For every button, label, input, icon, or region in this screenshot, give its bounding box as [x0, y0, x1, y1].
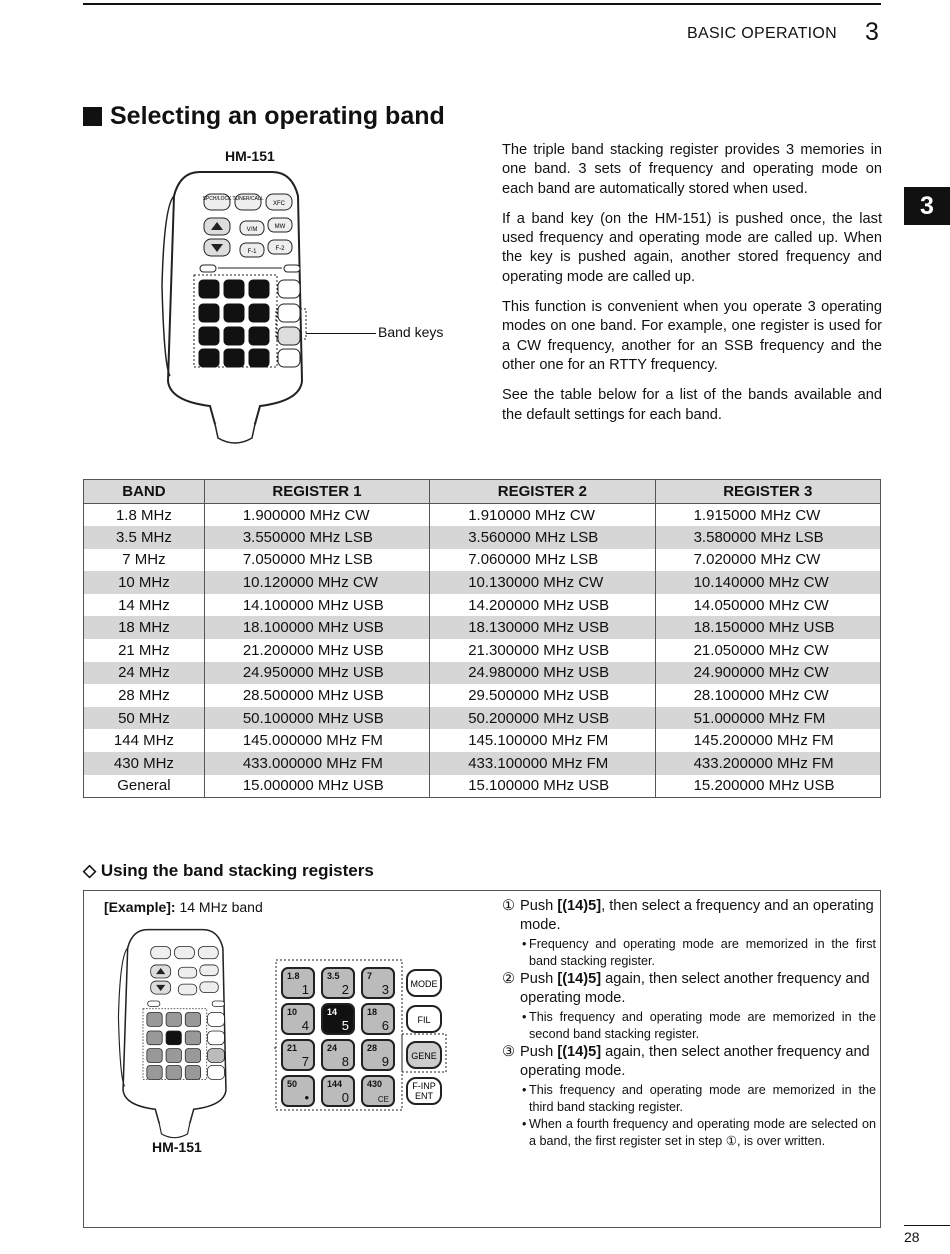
key-band-label: 21	[287, 1043, 298, 1053]
register-cell: 10.120000 MHz CW	[204, 571, 429, 594]
table-row	[84, 729, 881, 752]
key-band-label: 1.8	[287, 971, 300, 981]
register-cell: 29.500000 MHz USB	[430, 684, 655, 707]
step-number: ①	[502, 898, 516, 914]
register-cell: 14.100000 MHz USB	[204, 594, 429, 617]
step-number: ②	[502, 971, 516, 987]
band-cell: 144 MHz	[84, 729, 205, 752]
register-cell: 7.060000 MHz LSB	[430, 549, 655, 572]
register-cell: 15.000000 MHz USB	[204, 775, 429, 798]
register-cell: 10.130000 MHz CW	[430, 571, 655, 594]
register-cell: 18.130000 MHz USB	[430, 616, 655, 639]
table-row	[84, 594, 881, 617]
band-cell: 24 MHz	[84, 662, 205, 685]
table-row	[84, 775, 881, 798]
key-number: 7	[301, 1054, 309, 1069]
band-cell: 3.5 MHz	[84, 526, 205, 549]
chapter-tab: 3	[904, 187, 950, 225]
key-number: 4	[301, 1018, 309, 1033]
mic-label: HM-151	[225, 148, 275, 164]
register-cell: 1.915000 MHz CW	[655, 504, 880, 527]
key-label: MODE	[410, 979, 438, 989]
band-cell: 14 MHz	[84, 594, 205, 617]
page-number: 28	[904, 1229, 920, 1245]
step-bullet: • Frequency and operating mode are memorized in the first band stacking register.	[502, 936, 876, 970]
example-label	[104, 899, 263, 915]
key-band-label: 50	[287, 1079, 298, 1089]
register-cell: 433.100000 MHz FM	[430, 752, 655, 775]
key-band-label: 10	[287, 1007, 298, 1017]
register-cell: 433.200000 MHz FM	[655, 752, 880, 775]
key-band-label: 14	[327, 1007, 338, 1017]
keypad-enlarged	[274, 958, 449, 1113]
subsection-title	[83, 861, 374, 881]
band-cell: 18 MHz	[84, 616, 205, 639]
register-cell: 24.900000 MHz CW	[655, 662, 880, 685]
key-f1: F-1	[247, 249, 257, 255]
key-number: 1	[301, 982, 309, 997]
register-cell: 15.100000 MHz USB	[430, 775, 655, 798]
register-cell: 3.560000 MHz LSB	[430, 526, 655, 549]
key-spch-lock: SPCH/LOCK	[202, 196, 232, 202]
key-number: •	[304, 1090, 309, 1105]
key-number: 8	[341, 1054, 349, 1069]
intro-paragraph: The triple band stacking register provides 3 memories in one band. 3 sets of frequency and operating mode on each band are automatically stored when used.	[502, 142, 882, 197]
page-number-rule	[904, 1225, 950, 1226]
register-cell: 145.100000 MHz FM	[430, 729, 655, 752]
table-header: REGISTER 3	[655, 480, 880, 504]
band-table	[83, 479, 881, 798]
register-cell: 145.000000 MHz FM	[204, 729, 429, 752]
example-label-key: [Example]:	[104, 899, 176, 915]
register-cell: 3.580000 MHz LSB	[655, 526, 880, 549]
register-cell: 433.000000 MHz FM	[204, 752, 429, 775]
steps-list	[502, 897, 876, 1150]
step-bullet: • This frequency and operating mode are memorized in the third band stacking register.	[502, 1082, 876, 1116]
register-cell: 10.140000 MHz CW	[655, 571, 880, 594]
running-header: BASIC OPERATION	[687, 25, 838, 42]
table-body	[84, 504, 881, 798]
key-vm: V/M	[246, 227, 258, 233]
key-label: F-INP	[412, 1081, 436, 1091]
step-1	[502, 897, 876, 935]
chapter-number: 3	[865, 18, 879, 46]
step-text: Push	[520, 1044, 558, 1060]
intro-text	[502, 141, 882, 436]
section-title	[83, 102, 445, 131]
band-cell: 21 MHz	[84, 639, 205, 662]
key-band-label: 430	[367, 1079, 383, 1089]
register-cell: 21.200000 MHz USB	[204, 639, 429, 662]
microphone-illustration	[160, 166, 310, 446]
key-mw: MW	[274, 224, 286, 230]
register-cell: 14.200000 MHz USB	[430, 594, 655, 617]
key-number: 5	[341, 1018, 349, 1033]
band-cell: 10 MHz	[84, 571, 205, 594]
microphone-illustration-small	[112, 925, 237, 1140]
band-cell: 7 MHz	[84, 549, 205, 572]
table-row	[84, 571, 881, 594]
step-key: [(14)5]	[557, 971, 602, 987]
table-row	[84, 707, 881, 730]
square-bullet-icon	[83, 107, 102, 126]
diamond-icon: ◇	[83, 861, 97, 880]
subsection-title-text: Using the band stacking registers	[100, 861, 374, 880]
register-cell: 50.200000 MHz USB	[430, 707, 655, 730]
key-xfc: XFC	[273, 201, 285, 207]
table-header: REGISTER 2	[430, 480, 655, 504]
example-label-text: 14 MHz band	[179, 899, 263, 915]
table-row	[84, 662, 881, 685]
table-row	[84, 504, 881, 527]
key-number: 9	[381, 1054, 389, 1069]
intro-paragraph: If a band key (on the HM-151) is pushed once, the last used frequency and operating mode are called up. When the key is pushed again, another stored frequency and operating mode are called up.	[502, 210, 882, 285]
step-text: Push	[520, 898, 558, 914]
register-cell: 145.200000 MHz FM	[655, 729, 880, 752]
key-band-label: 24	[327, 1043, 338, 1053]
table-header: BAND	[84, 480, 205, 504]
intro-paragraph: This function is convenient when you operate 3 operating modes on one band. For example, one register is used for a CW frequency, another for an SSB frequency and the other one for an RTTY frequency.	[502, 299, 882, 373]
step-key: [(14)5]	[557, 898, 602, 914]
step-number: ③	[502, 1044, 516, 1060]
table-row	[84, 549, 881, 572]
register-cell: 3.550000 MHz LSB	[204, 526, 429, 549]
register-cell: 28.500000 MHz USB	[204, 684, 429, 707]
register-cell: 24.980000 MHz USB	[430, 662, 655, 685]
table-row	[84, 639, 881, 662]
step-text: again, then select another frequency and operating mode.	[520, 971, 870, 1006]
table-row	[84, 616, 881, 639]
key-tuner-call: TUNER/CALL	[232, 196, 264, 202]
step-bullet: • When a fourth frequency and operating mode are selected on a band, the first register set in step ①, is over written.	[502, 1116, 876, 1150]
key-band-label: 3.5	[327, 971, 340, 981]
register-cell: 7.020000 MHz CW	[655, 549, 880, 572]
band-cell: 50 MHz	[84, 707, 205, 730]
step-2	[502, 970, 876, 1008]
key-f2: F-2	[275, 246, 285, 252]
key-number: CE	[377, 1095, 389, 1104]
register-cell: 21.050000 MHz CW	[655, 639, 880, 662]
register-cell: 1.900000 MHz CW	[204, 504, 429, 527]
register-cell: 28.100000 MHz CW	[655, 684, 880, 707]
band-cell: 430 MHz	[84, 752, 205, 775]
step-text: , then select a frequency and an operating mode.	[520, 898, 874, 933]
key-number: 6	[381, 1018, 389, 1033]
register-cell: 15.200000 MHz USB	[655, 775, 880, 798]
table-header-row	[84, 480, 881, 504]
key-label: ENT	[415, 1091, 433, 1101]
table-row	[84, 526, 881, 549]
register-cell: 7.050000 MHz LSB	[204, 549, 429, 572]
table-header: REGISTER 1	[204, 480, 429, 504]
register-cell: 50.100000 MHz USB	[204, 707, 429, 730]
step-key: [(14)5]	[557, 1044, 602, 1060]
register-cell: 18.100000 MHz USB	[204, 616, 429, 639]
band-cell: 1.8 MHz	[84, 504, 205, 527]
key-band-label: 18	[367, 1007, 378, 1017]
key-number: 0	[341, 1090, 349, 1105]
band-keys-leader-line	[306, 333, 376, 334]
band-cell: General	[84, 775, 205, 798]
top-rule	[83, 3, 881, 5]
intro-paragraph: See the table below for a list of the bands available and the default settings for each band.	[502, 387, 882, 423]
key-number: 2	[341, 982, 349, 997]
register-cell: 24.950000 MHz USB	[204, 662, 429, 685]
key-band-label: 7	[367, 971, 373, 981]
key-band-label: 144	[327, 1079, 343, 1089]
key-band-label: 28	[367, 1043, 378, 1053]
register-cell: 14.050000 MHz CW	[655, 594, 880, 617]
table-row	[84, 752, 881, 775]
step-text: Push	[520, 971, 558, 987]
step-bullet: • This frequency and operating mode are memorized in the second band stacking register.	[502, 1009, 876, 1043]
mic-label-small: HM-151	[152, 1139, 202, 1155]
register-cell: 21.300000 MHz USB	[430, 639, 655, 662]
step-3	[502, 1043, 876, 1081]
section-title-text: Selecting an operating band	[110, 102, 445, 130]
step-text: again, then select another frequency and operating mode.	[520, 1044, 870, 1079]
band-keys-label: Band keys	[378, 324, 444, 340]
table-row	[84, 684, 881, 707]
key-label: GENE	[411, 1051, 437, 1061]
key-label: FIL	[417, 1015, 431, 1025]
register-cell: 51.000000 MHz FM	[655, 707, 880, 730]
band-cell: 28 MHz	[84, 684, 205, 707]
register-cell: 18.150000 MHz USB	[655, 616, 880, 639]
key-number: 3	[381, 982, 389, 997]
register-cell: 1.910000 MHz CW	[430, 504, 655, 527]
